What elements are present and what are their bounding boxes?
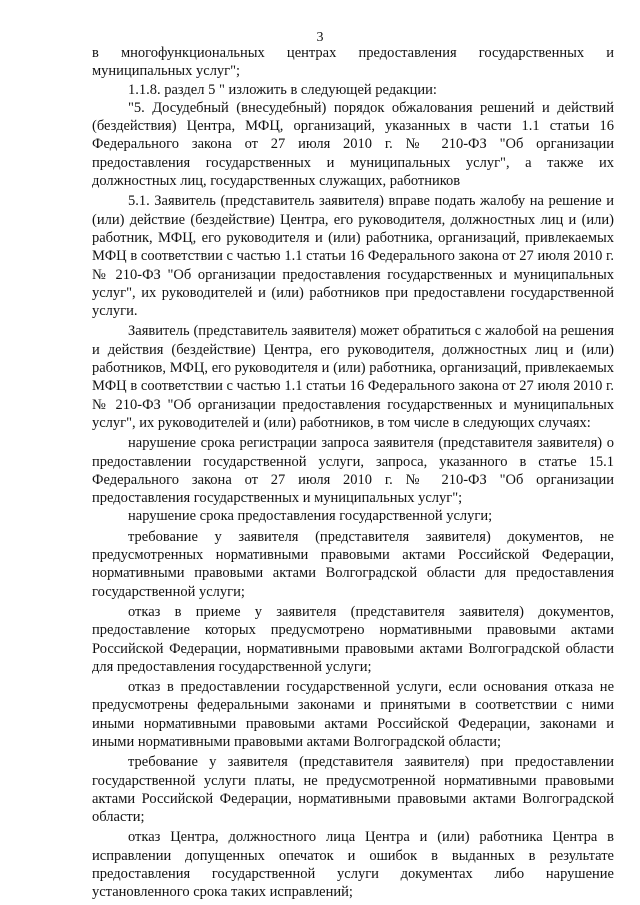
paragraph: 1.1.8. раздел 5 " изложить в следующей редакции: — [128, 81, 437, 98]
document-body — [92, 44, 614, 902]
paragraph: требование у заявителя (представителя заявителя) документов, не предусмотренных нормативными правовыми актами Российской Федерации, нормативными правовыми актами Волгоградской области для предоставления государственной услуги; — [92, 528, 614, 600]
page-number: 3 — [316, 30, 324, 45]
paragraph: отказ в приеме у заявителя (представителя заявителя) документов, предоставление которых предусмотрено нормативными правовыми актами Российской Федерации, нормативными правовыми актами Волгоградской области для предоставления государственной услуги; — [92, 603, 614, 675]
paragraph: Заявитель (представитель заявителя) может обратиться с жалобой на решения и действия (бездействие) Центра, его руководителя, должностных лиц и (или) работников, МФЦ, его руководителя и (или) работника, организаций, привлекаемых МФЦ в соответствии с частью 1.1 статьи 16 Федерального закона от 27 июля 2010 г. № 210-ФЗ "Об организации предоставления государственных и муниципальных услуг", их руководителей и (или) работников, в том числе в следующих случаях: — [92, 323, 614, 431]
paragraph: нарушение срока предоставления государственной услуги; — [128, 508, 493, 525]
paragraph: "5. Досудебный (внесудебный) порядок обжалования решений и действий (бездействия) Центра, МФЦ, организаций, указанных в части 1.1 статьи 16 Федерального закона от 27 июля 2010 г. № 210-ФЗ "Об организации предоставления государственных и муниципальных услуг", а также их должностных лиц, государственных служащих, работников — [92, 99, 614, 190]
paragraph: в многофункциональных центрах предоставления государственных и муниципальных услуг"; — [92, 45, 614, 80]
paragraph: нарушение срока регистрации запроса заявителя (представителя заявителя) о предоставлении государственной услуги, запроса, указанного в статье 15.1 Федерального закона от 27 июля 2010 г. № 210-ФЗ "Об организации предоставления государственных и муниципальных услуг"; — [92, 435, 614, 507]
paragraph: требование у заявителя (представителя заявителя) при предоставлении государственной услуги платы, не предусмотренной нормативными правовыми актами Российской Федерации, нормативными правовыми актами Волгоградской области; — [92, 754, 614, 826]
paragraph: 5.1. Заявитель (представитель заявителя) вправе подать жалобу на решение и (или) действие (бездействие) Центра, его руководителя, должностных лиц и (или) работник, МФЦ, его руководителя и (или) работника, организаций, привлекаемых МФЦ в соответствии с частью 1.1 статьи 16 Федерального закона от 27 июля 2010 г. № 210-ФЗ "Об организации предоставления государственных и муниципальных услуг", их руководителей и (или) работников при предоставлени государственной услуги. — [92, 193, 614, 320]
paragraph: отказ Центра, должностного лица Центра и (или) работника Центра в исправлении допущенных опечаток и ошибок в выданных в результате предоставления государственной услуги документах либо нарушение установленного срока таких исправлений; — [92, 829, 614, 901]
paragraph: отказ в предоставлении государственной услуги, если основания отказа не предусмотрены федеральными законами и принятыми в соответствии с ними иными нормативными правовыми актами Российской Федерации, законами и иными нормативными правовыми актами Волгоградской области; — [92, 679, 614, 750]
